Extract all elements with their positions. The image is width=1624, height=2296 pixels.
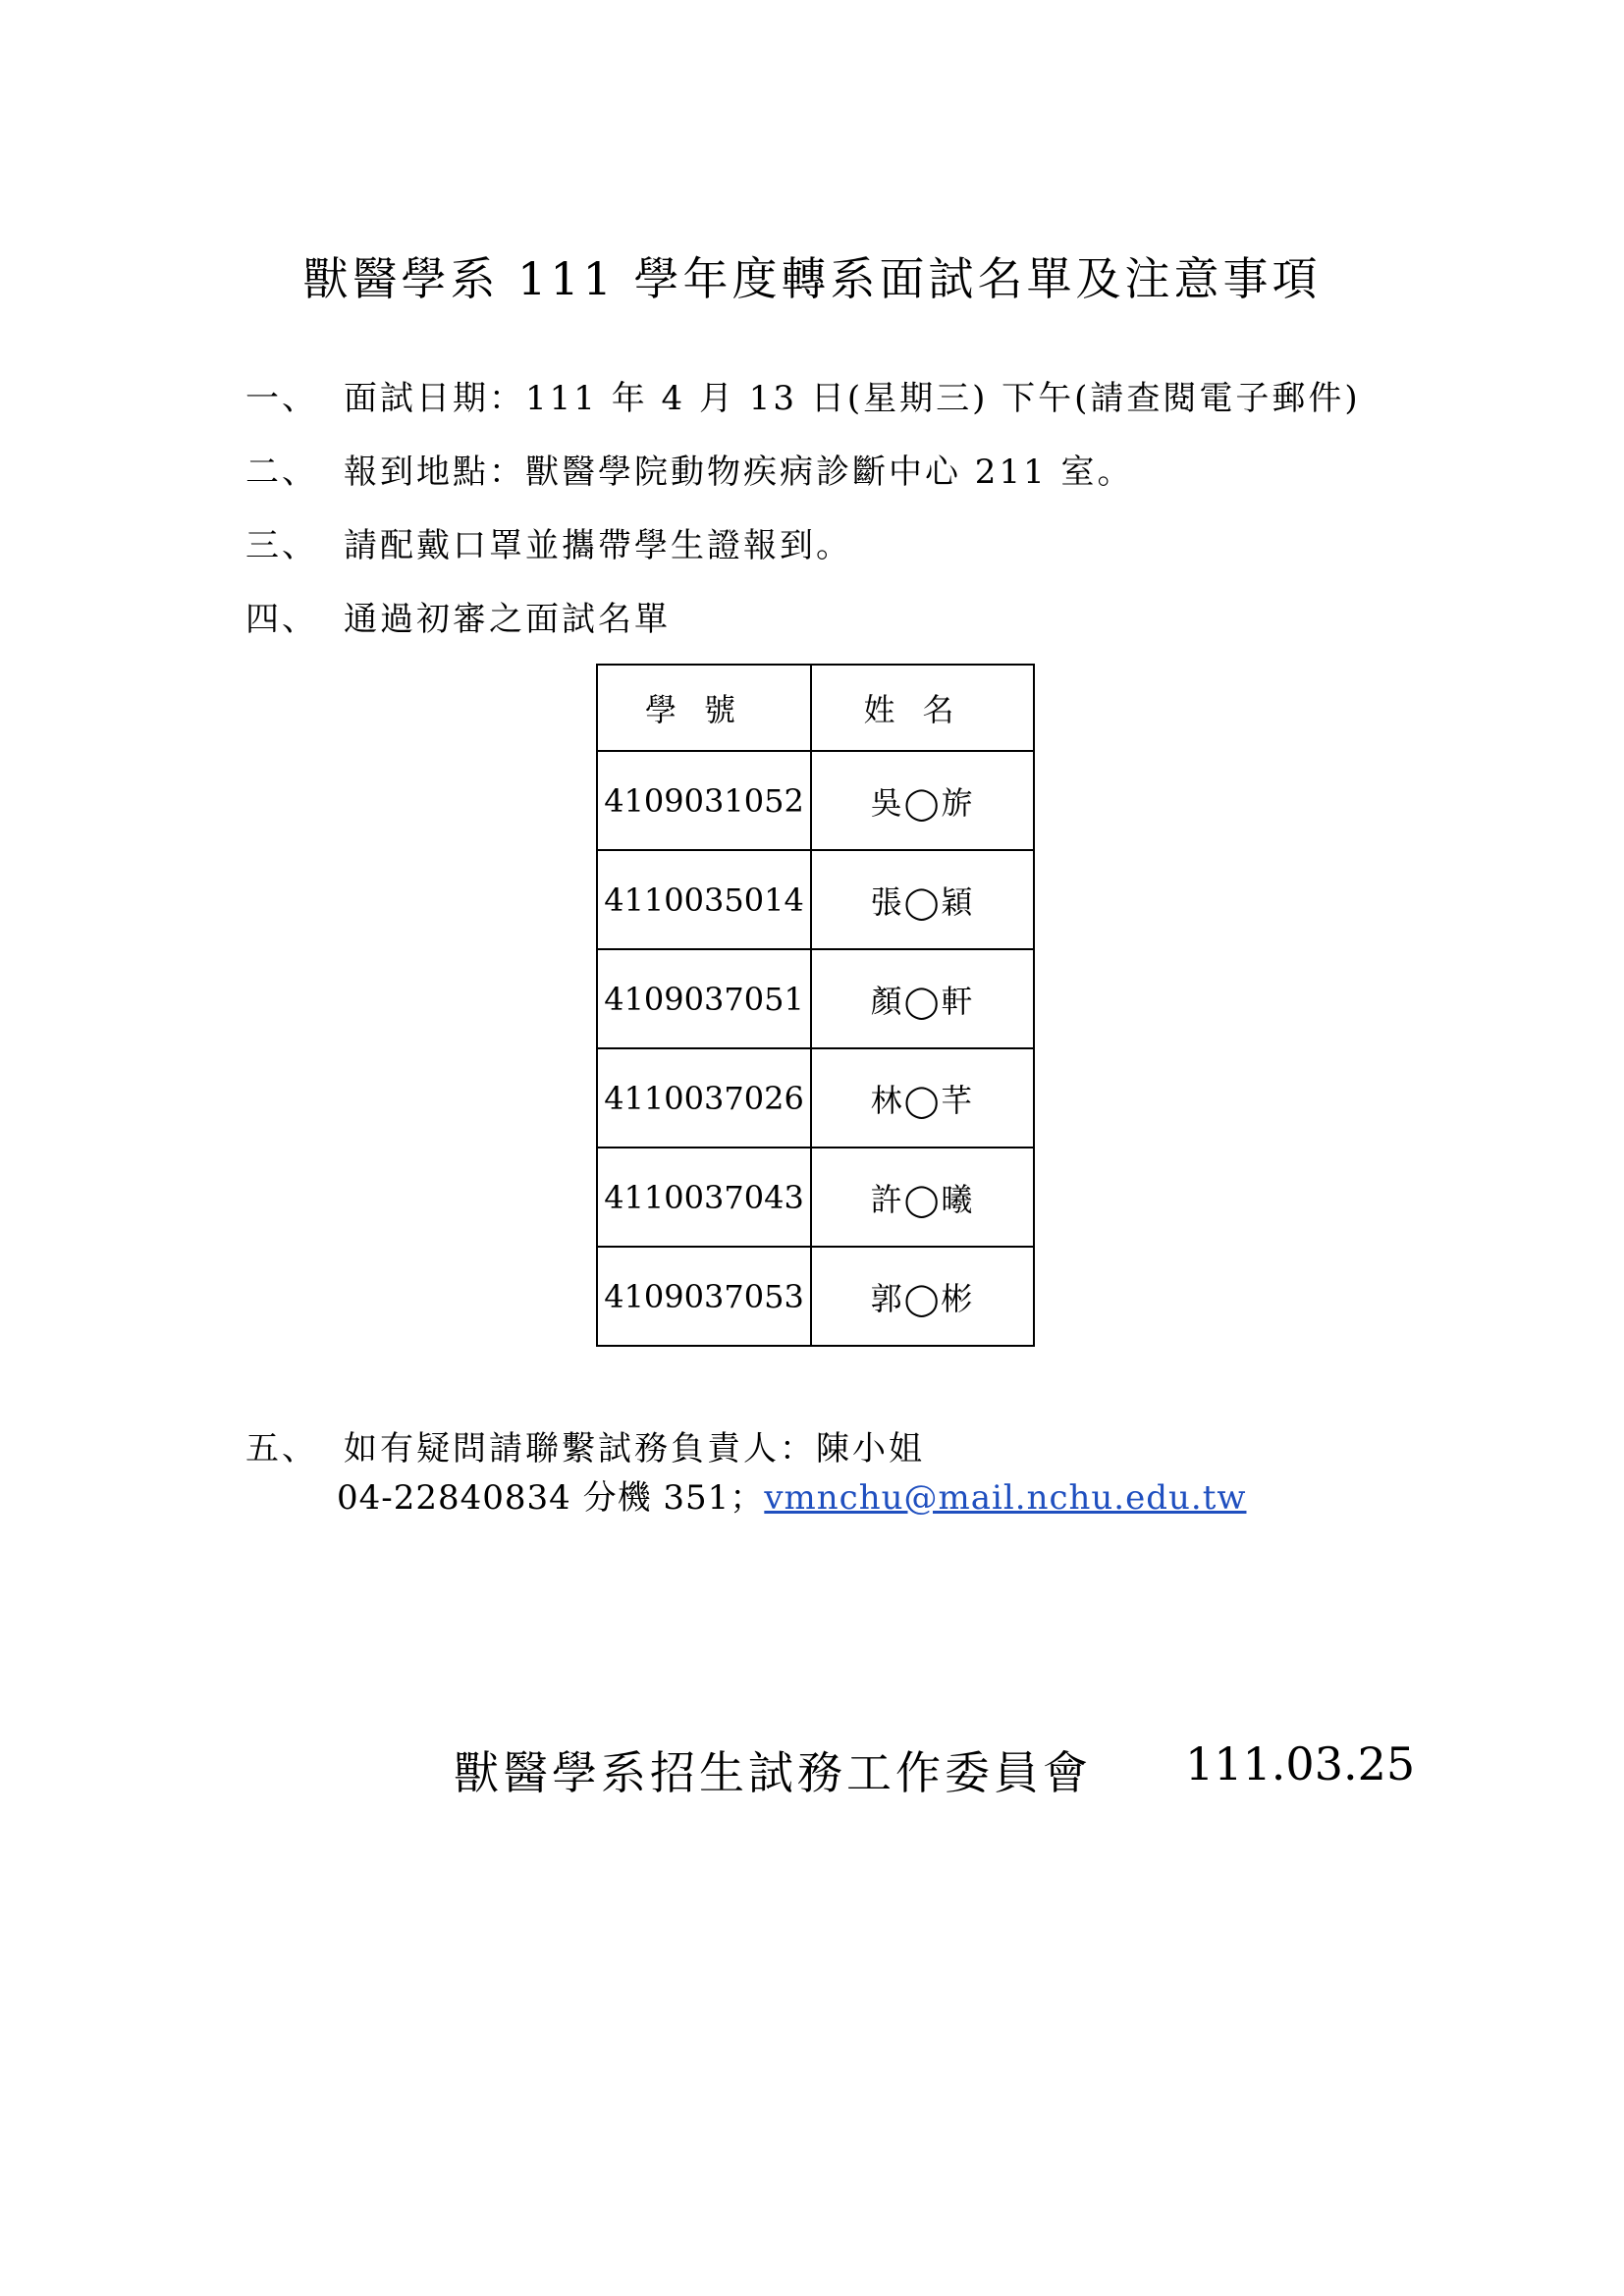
item-number: 三、 bbox=[245, 526, 318, 565]
interview-roster-table bbox=[596, 664, 1035, 1347]
table-row bbox=[597, 850, 1034, 949]
table-row bbox=[597, 949, 1034, 1048]
student-id-cell: 4110037043 bbox=[597, 1148, 811, 1247]
item-number: 五、 bbox=[245, 1429, 318, 1468]
student-id-cell: 4109031052 bbox=[597, 751, 811, 850]
notice-item-requirements bbox=[245, 518, 852, 566]
notice-item-date bbox=[245, 371, 1361, 419]
item-text: 請配戴口罩並攜帶學生證報到。 bbox=[344, 526, 852, 565]
student-id-cell: 4109037053 bbox=[597, 1247, 811, 1346]
notice-item-contact bbox=[245, 1421, 925, 1469]
student-name-cell: 許◯曦 bbox=[811, 1148, 1034, 1247]
item-text: 通過初審之面試名單 bbox=[344, 600, 671, 639]
notice-item-list-heading bbox=[245, 592, 671, 640]
student-id-cell: 4110035014 bbox=[597, 850, 811, 949]
table-row bbox=[597, 1048, 1034, 1148]
header-name: 姓名 bbox=[811, 665, 1034, 751]
table-row bbox=[597, 1247, 1034, 1346]
item-number: 二、 bbox=[245, 453, 318, 492]
contact-email-link[interactable]: vmnchu@mail.nchu.edu.tw bbox=[764, 1478, 1247, 1518]
contact-phone: 04-22840834 分機 351； bbox=[337, 1478, 765, 1518]
student-name-cell: 郭◯彬 bbox=[811, 1247, 1034, 1346]
student-name-cell: 顏◯軒 bbox=[811, 949, 1034, 1048]
student-name-cell: 林◯芊 bbox=[811, 1048, 1034, 1148]
item-text: 如有疑問請聯繫試務負責人：陳小姐 bbox=[344, 1429, 925, 1468]
student-name-cell: 吳◯旂 bbox=[811, 751, 1034, 850]
item-number: 一、 bbox=[245, 379, 318, 418]
issuer-signature bbox=[454, 1737, 1415, 1802]
table-header-row bbox=[597, 665, 1034, 751]
table-row bbox=[597, 751, 1034, 850]
notice-item-location bbox=[245, 445, 1134, 493]
student-id-cell: 4110037026 bbox=[597, 1048, 811, 1148]
item-number: 四、 bbox=[245, 600, 318, 639]
student-id-cell: 4109037051 bbox=[597, 949, 811, 1048]
document-title: 獸醫學系 111 學年度轉系面試名單及注意事項 bbox=[302, 252, 1322, 305]
issuer-organization: 獸醫學系招生試務工作委員會 bbox=[454, 1746, 1092, 1799]
header-student-id: 學號 bbox=[597, 665, 811, 751]
item-text: 面試日期：111 年 4 月 13 日(星期三) 下午(請查閱電子郵件) bbox=[344, 379, 1361, 418]
student-name-cell: 張◯穎 bbox=[811, 850, 1034, 949]
contact-details bbox=[337, 1470, 1246, 1519]
issue-date: 111.03.25 bbox=[1185, 1737, 1416, 1790]
table-row bbox=[597, 1148, 1034, 1247]
item-text: 報到地點：獸醫學院動物疾病診斷中心 211 室。 bbox=[344, 453, 1134, 492]
